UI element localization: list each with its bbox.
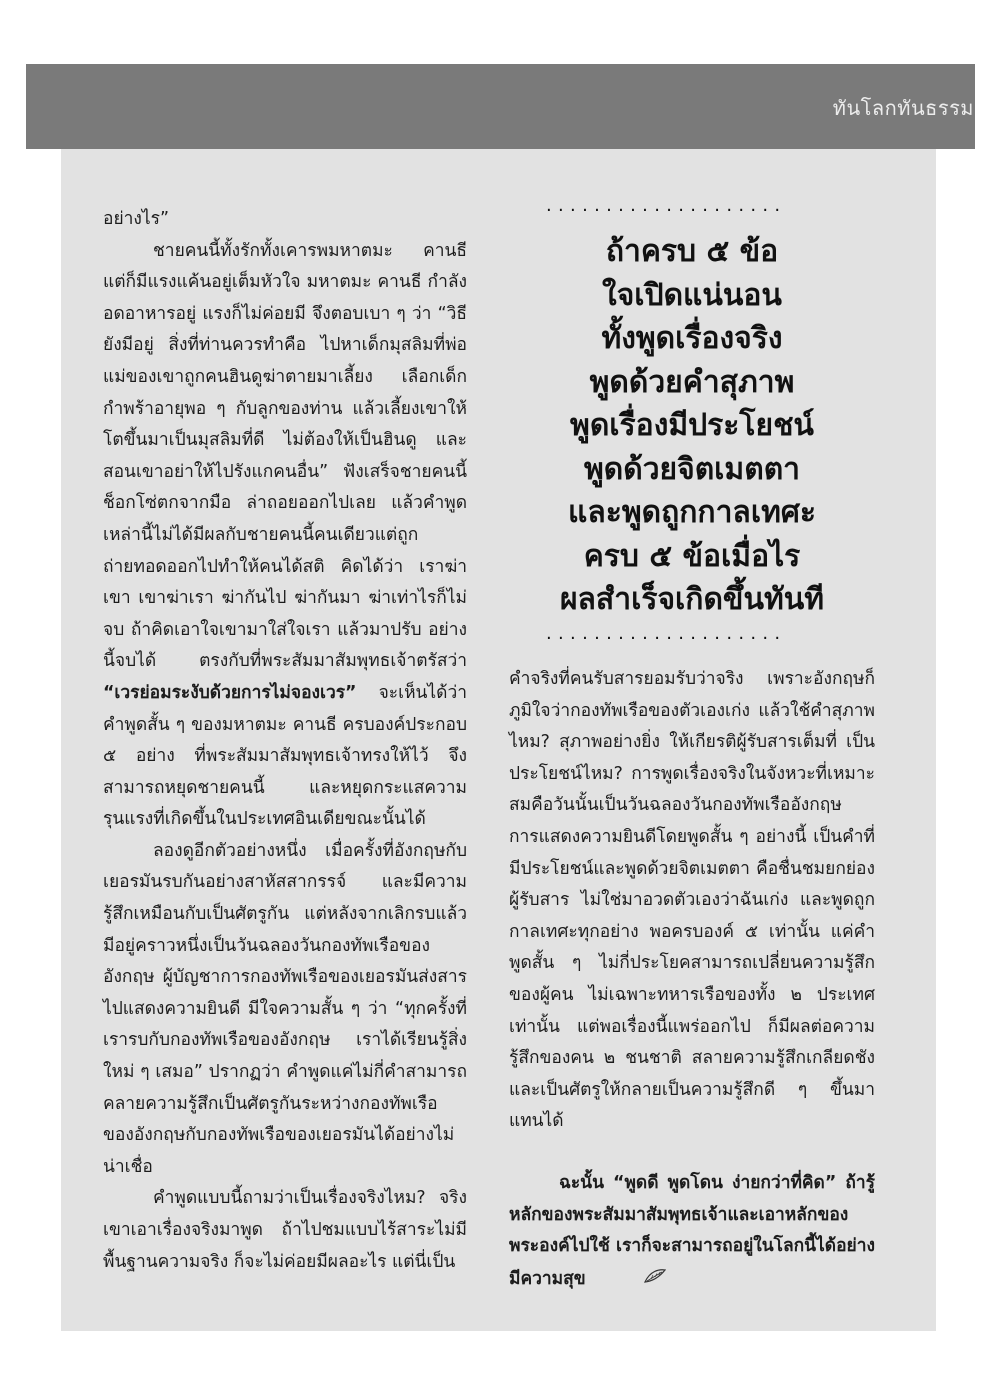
pull-quote-line: ผลสำเร็จเกิดขึ้นทันที <box>559 582 825 617</box>
left-p2-text-b: จะเห็นได้ว่า คำพูดสั้น ๆ ของมหาตมะ คานธี ครบองค์ประกอบ ๕ อย่าง ที่พระสัมมาสัมพุทธเจ้าทรงให้ไว้ จึงสามารถหยุดชายคนนี้ และหยุดกระแสความรุนแรงที่เกิดขึ้นในประเทศอินเดียขณะนั้นได้ <box>103 682 467 830</box>
pull-quote-line: และพูดถูกกาลเทศะ <box>568 495 816 530</box>
left-paragraph-2 <box>103 236 467 836</box>
left-p2-text-a: ชายคนนี้ทั้งรักทั้งเคารพมหาตมะ คานธี แต่ก็มีแรงแค้นอยู่เต็มหัวใจ มหาตมะ คานธี กำลังอดอาหารอยู่ แรงก็ไม่ค่อยมี จึงตอบเบา ๆ ว่า “วิธียังมีอยู่ สิ่งที่ท่านควรทำคือ ไปหาเด็กมุสลิมที่พ่อแม่ของเขาถูกคนฮินดูฆ่าตายมาเลี้ยง เลือกเด็กกำพร้าอายุพอ ๆ กับลูกของท่าน แล้วเลี้ยงเขาให้โตขึ้นมาเป็นมุสลิมที่ดี ไม่ต้องให้เป็นฮินดู และสอนเขาอย่าให้ไปรังแกคนอื่น” ฟังเสร็จชายคนนี้ช็อกโซ่ตกจากมือ ล่าถอยออกไปเลย แล้วคำพูดเหล่านี้ไม่ได้มีผลกับชายคนนี้คนเดียวแต่ถูกถ่ายทอดออกไปทำให้คนได้สติ คิดได้ว่า เราฆ่าเขา เขาฆ่าเรา ฆ่ากันไป ฆ่ากันมา ฆ่าเท่าไรก็ไม่จบ ถ้าคิดเอาใจเขามาใส่ใจเรา แล้วมาปรับ อย่างนี้จบได้ ตรงกับที่พระสัมมาสัมพุทธเจ้าตรัสว่า <box>103 240 467 672</box>
pull-quote-line: ครบ ๕ ข้อเมื่อไร <box>583 538 801 574</box>
pull-quote-line: ทั้งพูดเรื่องจริง <box>601 321 783 356</box>
right-column <box>509 664 875 1295</box>
dots-divider-top: .................... <box>546 196 787 216</box>
right-paragraph-2 <box>509 1168 875 1295</box>
right-paragraph-1: คำจริงที่คนรับสารยอมรับว่าจริง เพราะอังกฤษก็ภูมิใจว่ากองทัพเรือของตัวเองเก่ง แล้วใช้คำสุภาพไหม? สุภาพอย่างยิ่ง ให้เกียรติผู้รับสารเต็มที่ เป็นประโยชน์ไหม? การพูดเรื่องจริงในจังหวะที่เหมาะสมคือวันนั้นเป็นวันฉลองวันกองทัพเรืออังกฤษ การแสดงความยินดีโดยพูดสั้น ๆ อย่างนี้ เป็นคำที่มีประโยชน์และพูดด้วยจิตเมตตา คือชื่นชมยกย่องผู้รับสาร ไม่ใช่มาอวดตัวเองว่าฉันเก่ง และพูดถูกกาลเทศะทุกอย่าง พอครบองค์ ๕ เท่านั้น แค่คำพูดสั้น ๆ ไม่กี่ประโยคสามารถเปลี่ยนความรู้สึกของผู้คน ไม่เฉพาะทหารเรือของทั้ง ๒ ประเทศเท่านั้น แต่พอเรื่องนี้แพร่ออกไป ก็มีผลต่อความรู้สึกของคน ๒ ชนชาติ สลายความรู้สึกเกลียดชังและเป็นศัตรูให้กลายเป็นความรู้สึกดี ๆ ขึ้นมาแทนได้ <box>509 669 875 1132</box>
dots-divider-bottom: .................... <box>546 624 787 644</box>
closing-text: ฉะนั้น “พูดดี พูดโดน ง่ายกว่าที่คิด” ถ้ารู้หลักของพระสัมมาสัมพุทธเจ้าและเอาหลักของพระองค์ไปใช้ เราก็จะสามารถอยู่ในโลกนี้ได้อย่างมีความสุข <box>509 1172 875 1289</box>
left-paragraph-4: คำพูดแบบนี้ถามว่าเป็นเรื่องจริงไหม? จริงเขาเอาเรื่องจริงมาพูด ถ้าไปชมแบบไร้สาระไม่มีพื้นฐานความจริง ก็จะไม่ค่อยมีผลอะไร แต่นี่เป็น <box>103 1188 467 1272</box>
pull-quote-line: ใจเปิดแน่นอน <box>602 277 782 313</box>
pull-quote-line: พูดเรื่องมีประโยชน์ <box>570 408 814 443</box>
left-column <box>103 204 467 1278</box>
pull-quote <box>512 230 872 622</box>
pull-quote-line: พูดด้วยคำสุภาพ <box>589 364 795 400</box>
pull-quote-line: ถ้าครบ ๕ ข้อ <box>605 234 779 269</box>
section-title: ทันโลกทันธรรม <box>832 96 974 120</box>
left-paragraph-1: อย่างไร” <box>103 209 169 229</box>
buddha-quote: “เวรย่อมระงับด้วยการไม่จองเวร” <box>103 682 357 703</box>
pull-quote-line: พูดด้วยจิตเมตตา <box>583 451 801 487</box>
leaf-end-mark-icon <box>594 1263 666 1295</box>
left-paragraph-3: ลองดูอีกตัวอย่างหนึ่ง เมื่อครั้งที่อังกฤษกับเยอรมันรบกันอย่างสาหัสสากรรจ์ และมีความรู้สึกเหมือนกับเป็นศัตรูกัน แต่หลังจากเลิกรบแล้ว มีอยู่คราวหนึ่งเป็นวันฉลองวันกองทัพเรือของอังกฤษ ผู้บัญชาการกองทัพเรือของเยอรมันส่งสารไปแสดงความยินดี มีใจความสั้น ๆ ว่า “ทุกครั้งที่เรารบกับกองทัพเรือของอังกฤษ เราได้เรียนรู้สิ่งใหม่ ๆ เสมอ” ปรากฏว่า คำพูดแค่ไม่กี่คำสามารถคลายความรู้สึกเป็นศัตรูกันระหว่างกองทัพเรือของอังกฤษกับกองทัพเรือของเยอรมันได้อย่างไม่น่าเชื่อ <box>103 840 467 1177</box>
